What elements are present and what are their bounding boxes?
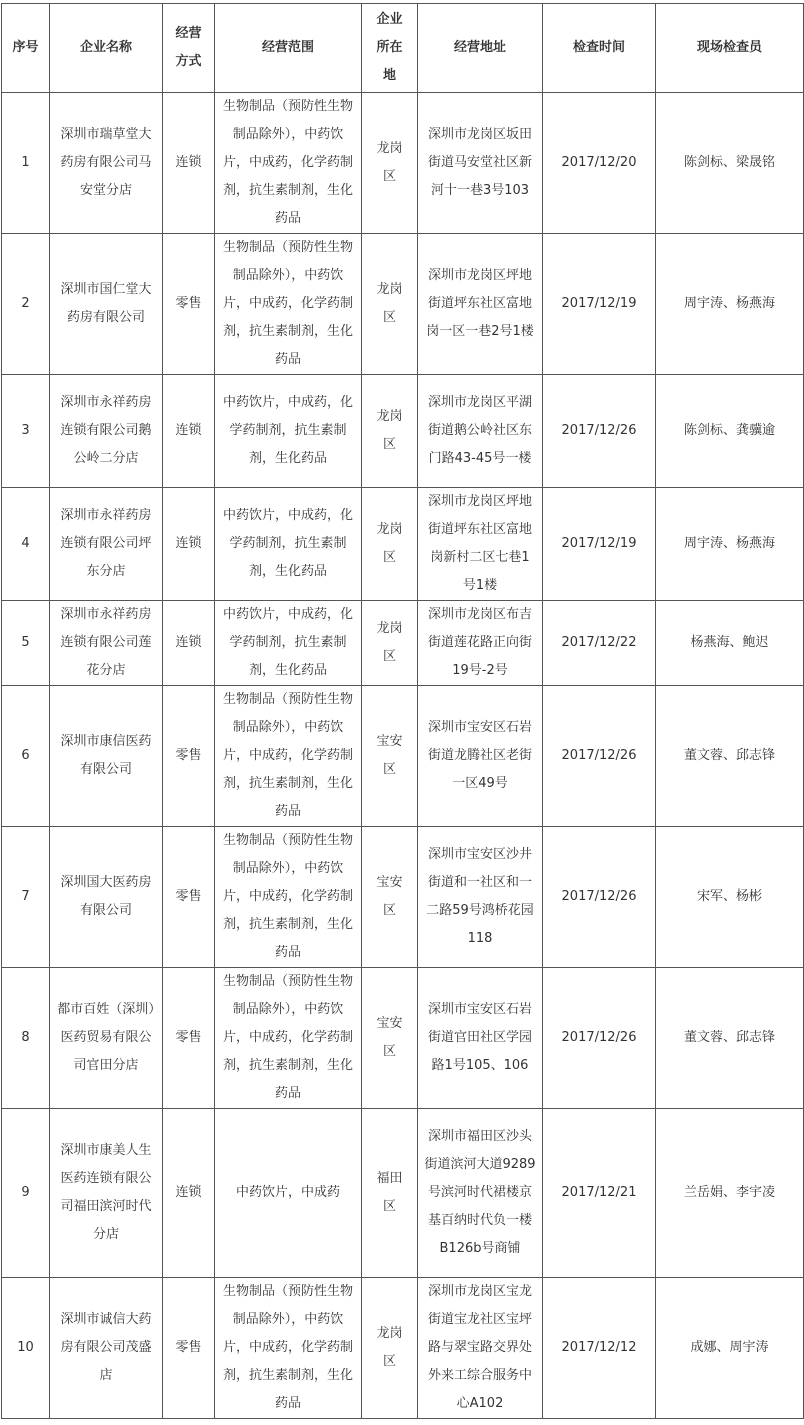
cell-no: 2 <box>2 234 50 375</box>
cell-no: 8 <box>2 968 50 1109</box>
cell-scope: 中药饮片，中成药，化学药制剂，抗生素制剂，生化药品 <box>215 601 362 686</box>
cell-mode: 连锁 <box>163 1109 215 1278</box>
cell-date: 2017/12/19 <box>543 234 656 375</box>
cell-name: 深圳市永祥药房连锁有限公司鹅公岭二分店 <box>50 375 163 488</box>
header-no: 序号 <box>2 4 50 93</box>
cell-scope: 中药饮片，中成药，化学药制剂，抗生素制剂，生化药品 <box>215 375 362 488</box>
cell-inspectors: 董文蓉、邱志锋 <box>656 686 804 827</box>
cell-name: 深圳市康美人生医药连锁有限公司福田滨河时代分店 <box>50 1109 163 1278</box>
cell-inspectors: 陈剑标、龚骥逾 <box>656 375 804 488</box>
header-mode: 经营方式 <box>163 4 215 93</box>
cell-scope: 生物制品（预防性生物制品除外），中药饮片，中成药，化学药制剂，抗生素制剂，生化药品 <box>215 686 362 827</box>
header-address: 经营地址 <box>418 4 543 93</box>
cell-address: 深圳市宝安区石岩街道龙腾社区老街一区49号 <box>418 686 543 827</box>
table-row <box>2 234 804 375</box>
cell-district: 龙岗区 <box>362 93 418 234</box>
cell-name: 深圳市康信医药有限公司 <box>50 686 163 827</box>
cell-district: 宝安区 <box>362 827 418 968</box>
cell-date: 2017/12/19 <box>543 488 656 601</box>
cell-inspectors: 宋军、杨彬 <box>656 827 804 968</box>
table-row <box>2 827 804 968</box>
cell-date: 2017/12/26 <box>543 686 656 827</box>
cell-scope: 生物制品（预防性生物制品除外），中药饮片，中成药，化学药制剂，抗生素制剂，生化药品 <box>215 1278 362 1419</box>
cell-address: 深圳市宝安区沙井街道和一社区和一二路59号鸿桥花园118 <box>418 827 543 968</box>
cell-district: 龙岗区 <box>362 234 418 375</box>
cell-mode: 零售 <box>163 968 215 1109</box>
cell-inspectors: 董文蓉、邱志锋 <box>656 968 804 1109</box>
cell-address: 深圳市宝安区石岩街道官田社区学园路1号105、106 <box>418 968 543 1109</box>
cell-date: 2017/12/12 <box>543 1278 656 1419</box>
cell-inspectors: 兰岳娟、李宇凌 <box>656 1109 804 1278</box>
cell-no: 1 <box>2 93 50 234</box>
cell-scope: 生物制品（预防性生物制品除外），中药饮片，中成药，化学药制剂，抗生素制剂，生化药品 <box>215 93 362 234</box>
table-row <box>2 1278 804 1419</box>
cell-mode: 连锁 <box>163 375 215 488</box>
cell-district: 龙岗区 <box>362 375 418 488</box>
inspection-table <box>1 3 804 1419</box>
cell-inspectors: 陈剑标、梁晟铭 <box>656 93 804 234</box>
cell-date: 2017/12/26 <box>543 375 656 488</box>
cell-date: 2017/12/26 <box>543 827 656 968</box>
cell-name: 深圳市永祥药房连锁有限公司莲花分店 <box>50 601 163 686</box>
cell-scope: 中药饮片，中成药，化学药制剂，抗生素制剂，生化药品 <box>215 488 362 601</box>
cell-inspectors: 杨燕海、鲍迟 <box>656 601 804 686</box>
cell-address: 深圳市龙岗区坪地街道坪东社区富地岗新村二区七巷1号1楼 <box>418 488 543 601</box>
cell-address: 深圳市龙岗区平湖街道鹅公岭社区东门路43-45号一楼 <box>418 375 543 488</box>
cell-mode: 连锁 <box>163 601 215 686</box>
cell-mode: 零售 <box>163 1278 215 1419</box>
cell-district: 福田区 <box>362 1109 418 1278</box>
cell-name: 深圳市永祥药房连锁有限公司坪东分店 <box>50 488 163 601</box>
cell-no: 10 <box>2 1278 50 1419</box>
cell-scope: 生物制品（预防性生物制品除外），中药饮片，中成药，化学药制剂，抗生素制剂，生化药品 <box>215 968 362 1109</box>
table-row <box>2 1109 804 1278</box>
cell-no: 3 <box>2 375 50 488</box>
header-scope: 经营范围 <box>215 4 362 93</box>
cell-scope: 中药饮片，中成药 <box>215 1109 362 1278</box>
table-row <box>2 601 804 686</box>
cell-address: 深圳市龙岗区布吉街道莲花路正向街19号-2号 <box>418 601 543 686</box>
cell-name: 深圳国大医药房有限公司 <box>50 827 163 968</box>
cell-mode: 连锁 <box>163 488 215 601</box>
cell-district: 宝安区 <box>362 968 418 1109</box>
cell-scope: 生物制品（预防性生物制品除外），中药饮片，中成药，化学药制剂，抗生素制剂，生化药品 <box>215 234 362 375</box>
cell-date: 2017/12/20 <box>543 93 656 234</box>
table-row <box>2 686 804 827</box>
cell-inspectors: 成娜、周宇涛 <box>656 1278 804 1419</box>
header-district: 企业所在地 <box>362 4 418 93</box>
cell-name: 深圳市诚信大药房有限公司茂盛店 <box>50 1278 163 1419</box>
cell-scope: 生物制品（预防性生物制品除外），中药饮片，中成药，化学药制剂，抗生素制剂，生化药品 <box>215 827 362 968</box>
table-row <box>2 93 804 234</box>
table-row <box>2 488 804 601</box>
cell-no: 7 <box>2 827 50 968</box>
cell-address: 深圳市龙岗区坂田街道马安堂社区新河十一巷3号103 <box>418 93 543 234</box>
header-inspectors: 现场检查员 <box>656 4 804 93</box>
header-row <box>2 4 804 93</box>
cell-inspectors: 周宇涛、杨燕海 <box>656 488 804 601</box>
cell-address: 深圳市福田区沙头街道滨河大道9289号滨河时代裙楼京基百纳时代负一楼B126b号商铺 <box>418 1109 543 1278</box>
cell-no: 4 <box>2 488 50 601</box>
cell-address: 深圳市龙岗区宝龙街道宝龙社区宝坪路与翠宝路交界处外来工综合服务中心A102 <box>418 1278 543 1419</box>
cell-district: 宝安区 <box>362 686 418 827</box>
cell-mode: 零售 <box>163 827 215 968</box>
cell-district: 龙岗区 <box>362 1278 418 1419</box>
header-date: 检查时间 <box>543 4 656 93</box>
cell-no: 5 <box>2 601 50 686</box>
cell-name: 深圳市国仁堂大药房有限公司 <box>50 234 163 375</box>
cell-name: 都市百姓（深圳）医药贸易有限公司官田分店 <box>50 968 163 1109</box>
cell-mode: 零售 <box>163 234 215 375</box>
table-row <box>2 968 804 1109</box>
cell-no: 6 <box>2 686 50 827</box>
cell-inspectors: 周宇涛、杨燕海 <box>656 234 804 375</box>
cell-name: 深圳市瑞草堂大药房有限公司马安堂分店 <box>50 93 163 234</box>
header-name: 企业名称 <box>50 4 163 93</box>
cell-district: 龙岗区 <box>362 488 418 601</box>
cell-mode: 连锁 <box>163 93 215 234</box>
cell-date: 2017/12/26 <box>543 968 656 1109</box>
cell-date: 2017/12/21 <box>543 1109 656 1278</box>
cell-district: 龙岗区 <box>362 601 418 686</box>
table-row <box>2 375 804 488</box>
cell-date: 2017/12/22 <box>543 601 656 686</box>
cell-mode: 零售 <box>163 686 215 827</box>
cell-address: 深圳市龙岗区坪地街道坪东社区富地岗一区一巷2号1楼 <box>418 234 543 375</box>
cell-no: 9 <box>2 1109 50 1278</box>
